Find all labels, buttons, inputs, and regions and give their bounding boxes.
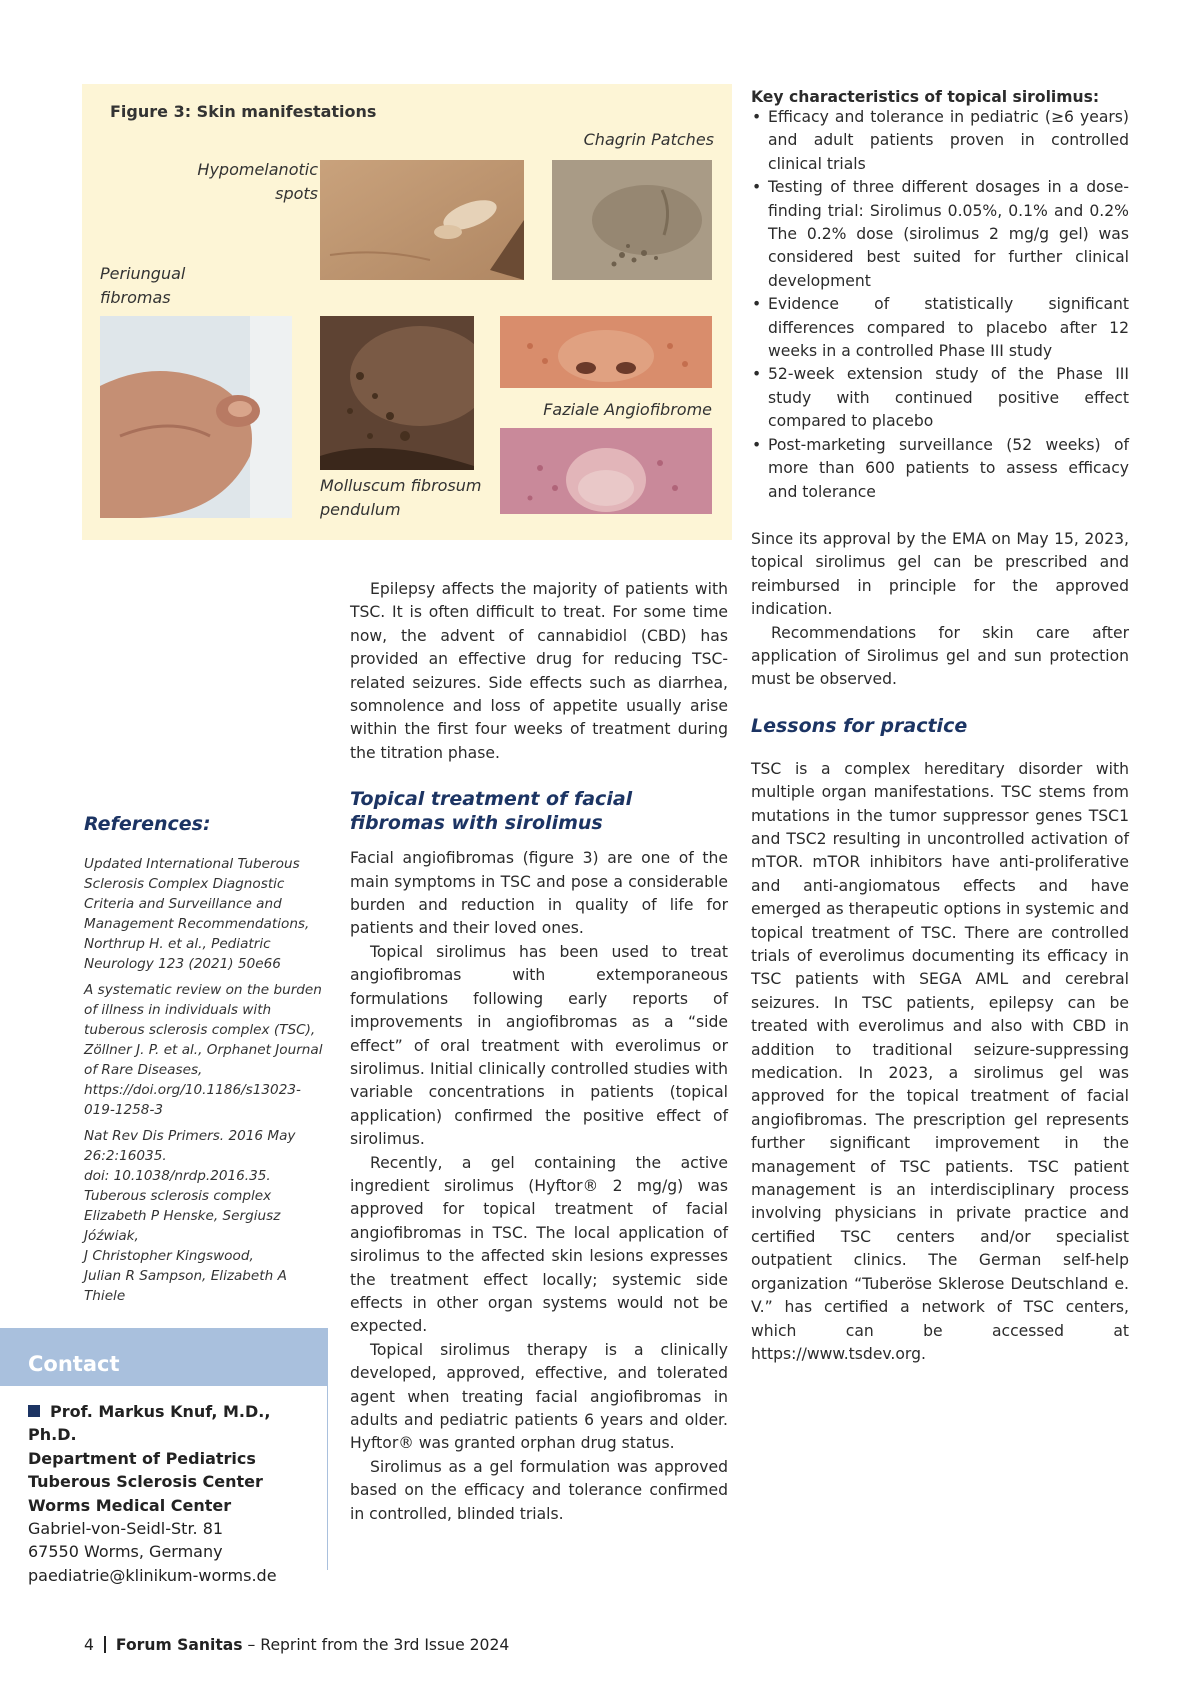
contact-name: Prof. Markus Knuf, M.D., Ph.D. <box>28 1402 271 1445</box>
caption-hypomelanotic: Hypomelanotic spots <box>197 160 318 203</box>
gel-formulation-paragraph: Sirolimus as a gel formulation was approved based on the efficacy and tolerance confirmed in controlled, blinded trials. <box>350 1457 728 1523</box>
contact-city: 67550 Worms, Germany <box>28 1542 223 1562</box>
molluscum-fibrosum-photo <box>320 316 474 470</box>
ema-approval-paragraph: Since its approval by the EMA on May 15, 2023, topical sirolimus gel can be prescribed and reimbursed in principle for the approved indication. <box>751 529 1129 619</box>
caption-periungual: Periungual fibromas <box>100 264 186 307</box>
column-middle <box>350 578 728 1526</box>
contact-hospital: Worms Medical Center <box>28 1495 232 1515</box>
contact-divider <box>327 1386 328 1570</box>
footer-separator <box>104 1636 106 1653</box>
caption-chagrin-patches: Chagrin Patches <box>583 130 714 149</box>
reference-item: A systematic review on the burden of illness in individuals with tuberous sclerosis complex (TSC), Zöllner J. P. et al., Orphanet Journal of Rare Diseases, https://doi.org/10.1186/s13023-019-1258-3 <box>84 982 323 1118</box>
epilepsy-paragraph: Epilepsy affects the majority of patients with TSC. It is often difficult to treat. For some time now, the advent of cannabidiol (CBD) has provided an effective drug for reducing TSC-related seizures. Side effects such as diarrhea, somnolence and loss of appetite usually arise within the first four weeks of treatment during the titration phase. <box>350 580 728 762</box>
contact-title: Contact <box>28 1352 120 1376</box>
square-bullet-icon <box>28 1405 40 1417</box>
references-section <box>84 812 324 1312</box>
skin-care-paragraph: Recommendations for skin care after application of Sirolimus gel and sun protection must be observed. <box>751 623 1129 689</box>
hyftor-approval-paragraph: Recently, a gel containing the active ingredient sirolimus (Hyftor® 2 mg/g) was approved for topical treatment of facial angiofibromas in TSC. The local application of sirolimus to the affected skin lesions expresses the treatment effect locally; systemic side effects in other organ systems would not be expected. <box>350 1153 728 1336</box>
chagrin-patches-photo <box>552 160 712 280</box>
contact-department: Department of Pediatrics <box>28 1448 256 1468</box>
column-right <box>751 88 1129 1366</box>
list-item: • Post-marketing surveillance (52 weeks) of more than 600 patients to assess efficacy and tolerance <box>751 434 1129 504</box>
facial-angiofibromas-paragraph: Facial angiofibromas (figure 3) are one of the main symptoms in TSC and pose a considerable burden and reduction in quality of life for patients and their loved ones. <box>350 849 728 938</box>
lessons-heading: Lessons for practice <box>751 714 968 737</box>
key-characteristics-list <box>751 106 1129 504</box>
caption-molluscum: Molluscum fibrosum pendulum <box>320 476 482 519</box>
topical-treatment-heading: Topical treatment of facial fibromas with sirolimus <box>350 788 633 835</box>
periungual-fibromas-photo <box>100 316 292 518</box>
references-heading: References: <box>84 813 211 835</box>
page-number: 4 <box>84 1636 94 1654</box>
reference-item: Nat Rev Dis Primers. 2016 May 26:2:16035. doi: 10.1038/nrdp.2016.35. Tuberous sclerosis complex Elizabeth P Henske, Sergiusz Jóźwiak, J Christopher Kingswood, Julian R Sampson, Elizabeth A Thiele <box>84 1128 296 1304</box>
lessons-paragraph: TSC is a complex hereditary disorder with multiple organ manifestations. TSC stems from mutations in the tumor suppressor genes TSC1 and TSC2 resulting in uncontrolled activation of mTOR. mTOR inhibitors have anti-proliferative and anti-angiomatous effects and have emerged as therapeutic options in systemic and topical treatment of TSC. There are controlled trials of everolimus documenting its efficacy in TSC patients with SEGA AML and cerebral seizures. In TSC patients, epilepsy can be treated with everolimus and also with CBD in addition to traditional seizure-suppressing medication. In 2023, a sirolimus gel was approved for the topical treatment of facial angiofibromas. The prescription gel represents further significant improvement in the management of TSC patients. TSC patient management is an interdisciplinary process involving physicians in private practice and certified TSC centers and/or specialist outpatient clinics. The German self-help organization “Tuberöse Sklerose Deutschland e. V.” has certified a network of TSC centers, which can be accessed at https://www.tsdev.org. <box>751 759 1129 1363</box>
list-item: • Testing of three different dosages in a dose-finding trial: Sirolimus 0.05%, 0.1% and 0.2% The 0.2% dose (sirolimus 2 mg/g gel) was considered best suited for further clinical development <box>751 176 1129 293</box>
footer-issue: – Reprint from the 3rd Issue 2024 <box>242 1636 510 1654</box>
key-characteristics-title: Key characteristics of topical sirolimus: <box>751 88 1100 106</box>
figure-title: Figure 3: Skin manifestations <box>110 102 377 121</box>
list-item: • Efficacy and tolerance in pediatric (≥6 years) and adult patients proven in controlled clinical trials <box>751 106 1129 176</box>
caption-faziale-angiofibrome: Faziale Angiofibrome <box>543 400 712 419</box>
facial-angiofibroma-photo-1 <box>500 316 712 388</box>
facial-angiofibroma-photo-2 <box>500 428 712 514</box>
figure-panel <box>82 84 732 540</box>
contact-street: Gabriel-von-Seidl-Str. 81 <box>28 1519 224 1539</box>
reference-item: Updated International Tuberous Sclerosis Complex Diagnostic Criteria and Surveillance and Management Recommendations, Northrup H. et al., Pediatric Neurology 123 (2021) 50e66 <box>84 856 310 972</box>
contact-email[interactable]: paediatrie@klinikum-worms.de <box>28 1565 277 1585</box>
sirolimus-therapy-paragraph: Topical sirolimus therapy is a clinically developed, approved, effective, and tolerated agent when treating facial angiofibromas in adults and pediatric patients 6 years and older. Hyftor® was granted orphan drug status. <box>350 1340 728 1453</box>
page-footer <box>84 1636 509 1654</box>
list-item: • 52-week extension study of the Phase III study with continued positive effect compared to placebo <box>751 363 1129 433</box>
journal-name: Forum Sanitas <box>115 1636 243 1654</box>
hypomelanotic-spots-photo <box>320 160 524 280</box>
topical-sirolimus-paragraph: Topical sirolimus has been used to treat angiofibromas with extemporaneous formulations following early reports of improvements in angiofibromas as a “side effect” of oral treatment with everolimus or sirolimus. Initial clinically controlled studies with variable concentrations in patients (topical application) confirmed the positive effect of sirolimus. <box>350 942 728 1149</box>
contact-center: Tuberous Sclerosis Center <box>28 1472 263 1492</box>
list-item: • Evidence of statistically significant differences compared to placebo after 12 weeks in a controlled Phase III study <box>751 293 1129 363</box>
contact-details <box>28 1400 324 1587</box>
